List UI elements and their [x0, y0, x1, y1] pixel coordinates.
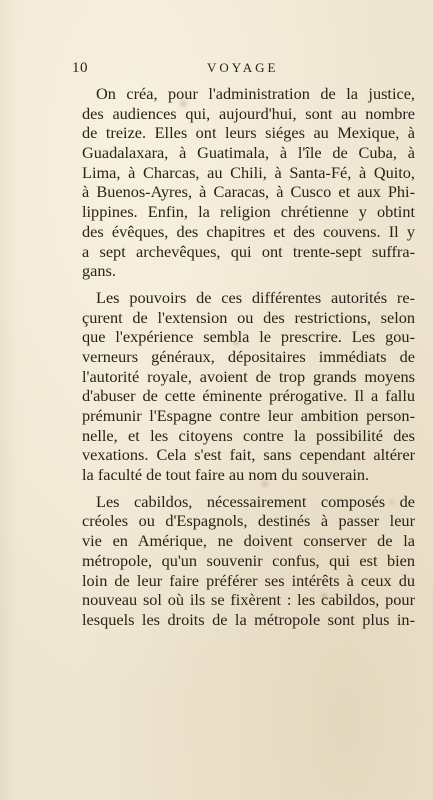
text-line: On créa, pour l'administration de la justice,: [96, 84, 415, 103]
paragraph-gap: [82, 485, 415, 492]
text-line: que l'expérience sembla le prescrire. Les gou-: [82, 327, 415, 347]
page-header: [72, 60, 415, 80]
text-line: nelle, et les citoyens contre la possibilité des: [82, 425, 415, 445]
text-line: çurent de l'extension ou des restrictions, selon: [82, 307, 415, 327]
text-line: Les pouvoirs de ces différentes autorités re-: [96, 287, 415, 307]
text-line: gans.: [82, 261, 116, 281]
text-line: l'autorité royale, avoient de trop grands moyens: [82, 366, 415, 386]
text-line: métropole, qu'un souvenir confus, qui est bien: [82, 550, 415, 570]
text-line: créoles ou d'Espagnols, destinés à passer leur: [82, 511, 415, 531]
text-line: Guadalaxara, à Guatimala, à l'île de Cuba, à: [82, 143, 415, 163]
text-line: verneurs généraux, dépositaires immédiats de: [82, 346, 415, 366]
text-line: prémunir l'Espagne contre leur ambition person-: [82, 406, 415, 425]
page-number: 10: [72, 60, 88, 76]
text-line: lippines. Enfin, la religion chrétienne y obtint: [82, 202, 415, 222]
text-line: des évêques, des chapitres et des couvens. Il y: [82, 221, 415, 241]
text-line: de treize. Elles ont leurs siéges au Mexique, à: [82, 123, 415, 143]
text-line: des audiences qui, aujourd'hui, sont au nombre: [82, 103, 415, 123]
text-line: la faculté de tout faire au nom du souverain.: [82, 465, 370, 485]
paragraph-gap: [82, 281, 415, 288]
body-text: [82, 84, 415, 630]
running-head: VOYAGE: [207, 60, 279, 75]
text-line: nouveau sol où ils se fixèrent : les cabildos, pour: [82, 590, 415, 610]
text-line: d'abuser de cette éminente prérogative. Il a fallu: [82, 386, 415, 406]
text-line: Lima, à Charcas, au Chili, à Santa-Fé, à Quito,: [82, 162, 415, 182]
text-line: vie en Amérique, ne doivent conserver de la: [82, 531, 415, 551]
text-line: loin de leur faire préférer ses intérêts à ceux du: [82, 570, 415, 590]
text-line: à Buenos-Ayres, à Caracas, à Cusco et aux Phi-: [82, 182, 415, 202]
text-line: Les cabildos, nécessairement composés de: [96, 491, 415, 511]
text-line: lesquels les droits de la métropole sont plus in-: [82, 609, 415, 629]
text-line: a sept archevêques, qui ont trente-sept suffra-: [82, 241, 415, 261]
text-line: vexations. Cela s'est fait, sans cependant altérer: [82, 445, 415, 465]
